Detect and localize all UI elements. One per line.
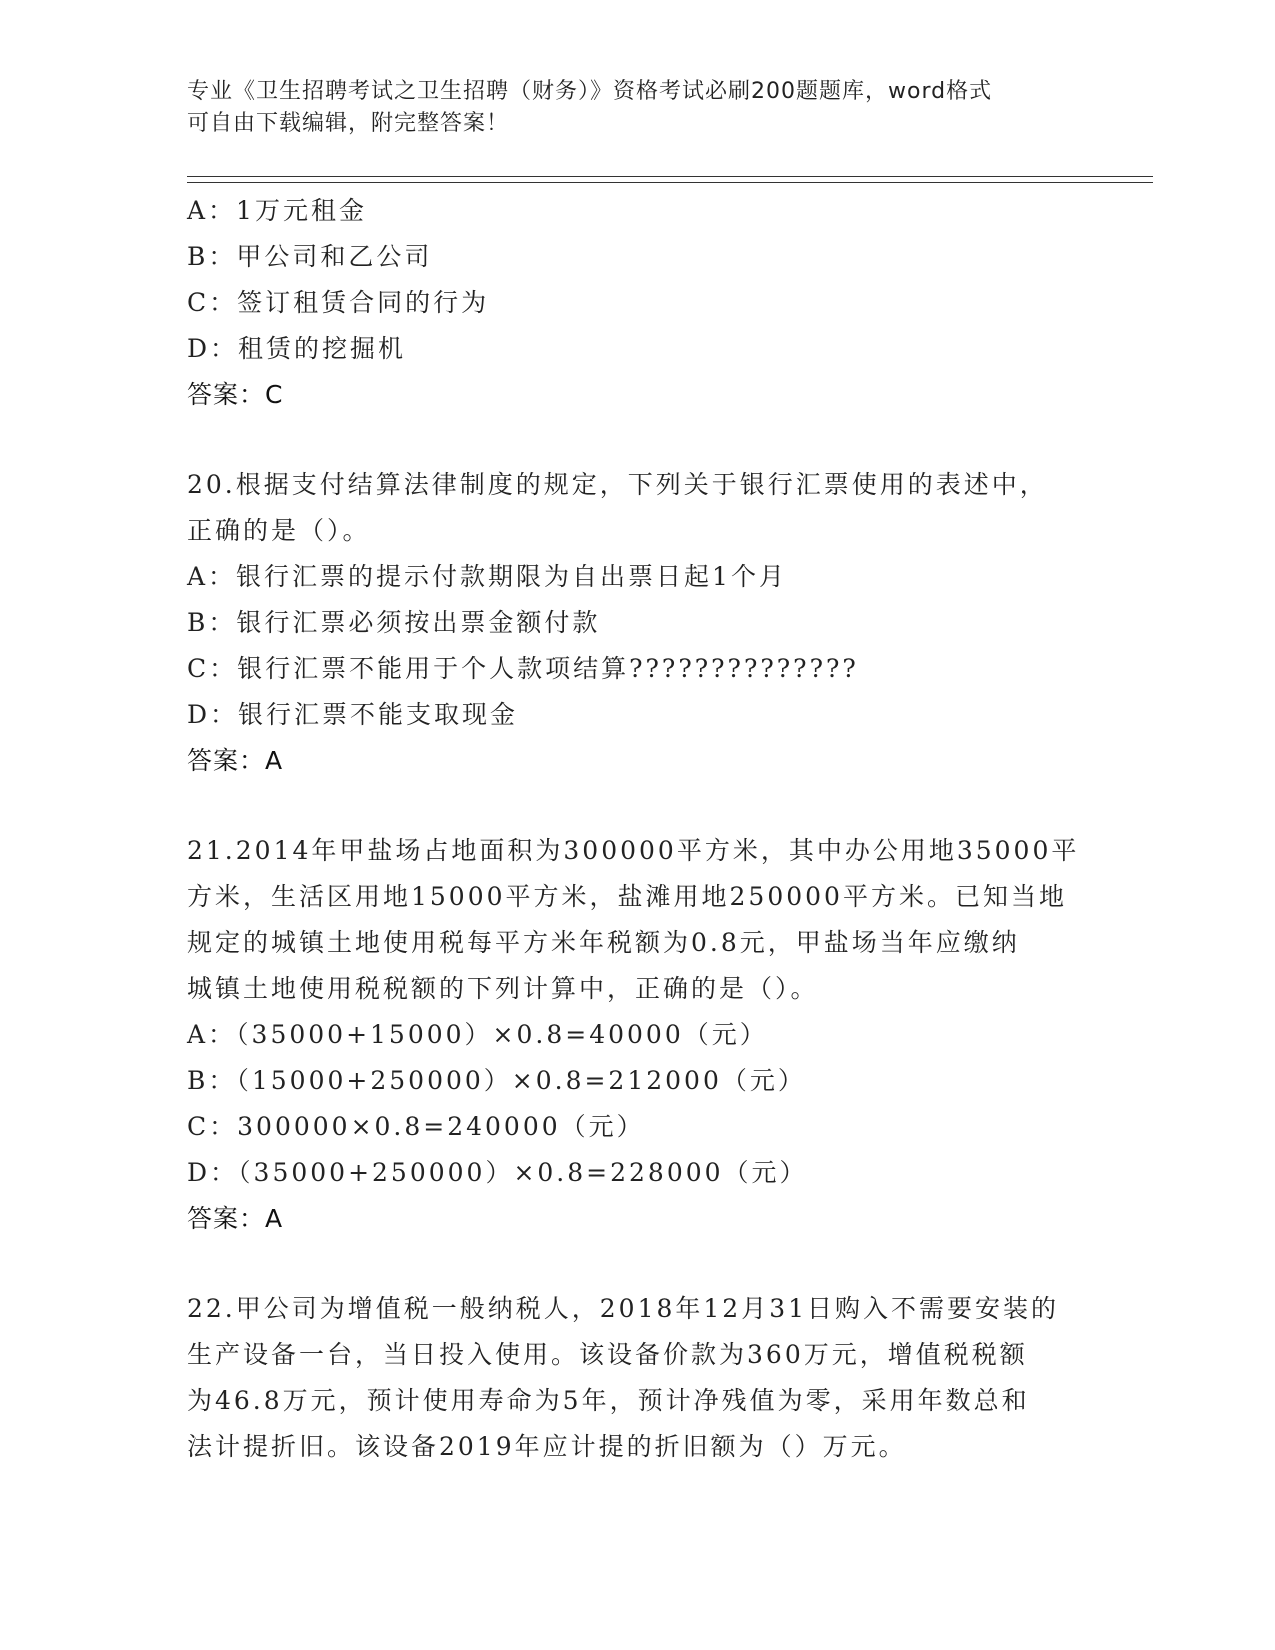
question-stem-line: 22.甲公司为增值税一般纳税人，2018年12月31日购入不需要安装的 [187, 1294, 1060, 1323]
option-b: B：银行汇票必须按出票金额付款 [187, 608, 601, 637]
spacer [187, 784, 1087, 828]
question-21 [187, 828, 1087, 1242]
option-c: C：300000×0.8=240000（元） [187, 1112, 645, 1141]
header-divider-top [187, 176, 1153, 177]
question-content [187, 188, 1087, 1470]
question-stem-line: 正确的是（）。 [187, 516, 371, 545]
header-divider-bottom [187, 182, 1153, 183]
question-stem-line: 20.根据支付结算法律制度的规定，下列关于银行汇票使用的表述中， [187, 470, 1048, 499]
option-b: B：甲公司和乙公司 [187, 242, 433, 271]
question-19-continuation [187, 188, 1087, 418]
answer-line: 答案：A [187, 1204, 284, 1233]
option-c: C：签订租赁合同的行为 [187, 288, 490, 317]
question-stem-line: 生产设备一台，当日投入使用。该设备价款为360万元，增值税税额 [187, 1340, 1028, 1369]
header-line-2: 可自由下载编辑，附完整答案！ [187, 111, 510, 136]
option-a: A：（35000+15000）×0.8=40000（元） [187, 1020, 768, 1049]
question-stem-line: 21.2014年甲盐场占地面积为300000平方米，其中办公用地35000平 [187, 836, 1080, 865]
option-d: D：租赁的挖掘机 [187, 334, 407, 363]
question-stem-line: 为46.8万元，预计使用寿命为5年，预计净残值为零，采用年数总和 [187, 1386, 1030, 1415]
question-stem-line: 法计提折旧。该设备2019年应计提的折旧额为（）万元。 [187, 1432, 907, 1461]
question-22 [187, 1286, 1087, 1470]
spacer [187, 418, 1087, 462]
question-stem-line: 城镇土地使用税税额的下列计算中，正确的是（）。 [187, 974, 819, 1003]
header-line-1: 专业《卫生招聘考试之卫生招聘（财务）》资格考试必刷200题题库，word格式 [187, 79, 993, 104]
document-header [187, 76, 1067, 140]
option-d: D：（35000+250000）×0.8=228000（元） [187, 1158, 808, 1187]
question-stem-line: 方米，生活区用地15000平方米，盐滩用地250000平方米。已知当地 [187, 882, 1067, 911]
question-stem-line: 规定的城镇土地使用税每平方米年税额为0.8元，甲盐场当年应缴纳 [187, 928, 1020, 957]
spacer [187, 1242, 1087, 1286]
option-a: A：银行汇票的提示付款期限为自出票日起1个月 [187, 562, 787, 591]
answer-line: 答案：C [187, 380, 284, 409]
answer-line: 答案：A [187, 746, 284, 775]
option-a: A：1万元租金 [187, 196, 367, 225]
question-20 [187, 462, 1087, 784]
option-c: C：银行汇票不能用于个人款项结算?????????????? [187, 654, 859, 683]
option-d: D：银行汇票不能支取现金 [187, 700, 519, 729]
option-b: B：（15000+250000）×0.8=212000（元） [187, 1066, 806, 1095]
